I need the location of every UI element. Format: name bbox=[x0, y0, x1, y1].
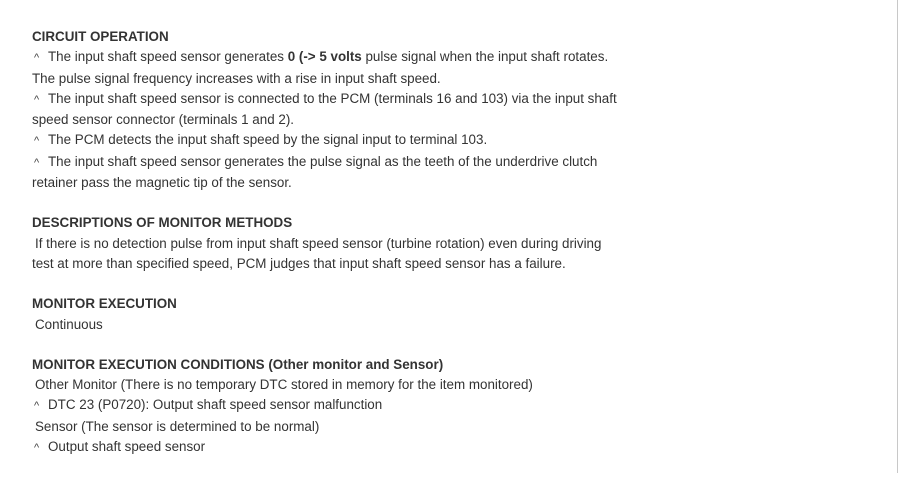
text-line: If there is no detection pulse from input shaft speed sensor (turbine rotation) even during driving bbox=[35, 235, 602, 251]
bullet-caret: ^ bbox=[34, 135, 40, 148]
bullet-line bbox=[32, 89, 882, 110]
text-line: Sensor (The sensor is determined to be normal) bbox=[35, 418, 320, 434]
text-line: The pulse signal frequency increases with a rise in input shaft speed. bbox=[32, 70, 441, 86]
heading-circuit-operation: CIRCUIT OPERATION bbox=[32, 29, 169, 44]
text-line: speed sensor connector (terminals 1 and 2). bbox=[32, 112, 295, 128]
bullet-line bbox=[32, 437, 882, 458]
text-segment: Output shaft speed sensor bbox=[48, 439, 206, 455]
text-segment: pulse signal when the input shaft rotates. bbox=[361, 49, 609, 65]
bullet-caret: ^ bbox=[34, 52, 40, 65]
text-segment: The input shaft speed sensor generates the pulse signal as the teeth of the underdrive clutch bbox=[48, 153, 598, 169]
text-line: retainer pass the magnetic tip of the sensor. bbox=[32, 175, 292, 191]
bullet-line bbox=[32, 47, 882, 68]
text-segment: DTC 23 (P0720): Output shaft speed sensor malfunction bbox=[48, 397, 383, 413]
text-segment: The input shaft speed sensor is connected to the PCM (terminals 16 and 103) via the input shaft bbox=[48, 90, 617, 106]
heading-execution-conditions: MONITOR EXECUTION CONDITIONS (Other monitor and Sensor) bbox=[32, 356, 444, 372]
bullet-caret: ^ bbox=[34, 156, 40, 169]
bullet-caret: ^ bbox=[34, 400, 40, 413]
bullet-caret: ^ bbox=[34, 442, 40, 455]
section-monitor-methods bbox=[32, 213, 882, 274]
bullet-line bbox=[32, 130, 882, 151]
section-execution-conditions bbox=[32, 355, 882, 458]
monitor-execution-value: Continuous bbox=[35, 316, 103, 332]
section-circuit-operation bbox=[32, 27, 882, 193]
section-monitor-execution bbox=[32, 294, 882, 335]
text-line: Other Monitor (There is no temporary DTC stored in memory for the item monitored) bbox=[35, 377, 533, 393]
text-line: test at more than specified speed, PCM judges that input shaft speed sensor has a failure. bbox=[32, 255, 566, 271]
text-segment: The input shaft speed sensor generates bbox=[48, 49, 288, 65]
heading-monitor-methods: DESCRIPTIONS OF MONITOR METHODS bbox=[32, 215, 293, 231]
bullet-caret: ^ bbox=[34, 93, 40, 106]
document-body bbox=[32, 27, 882, 478]
voltage-emphasis: 0 (-> 5 volts bbox=[287, 49, 362, 65]
bullet-line bbox=[32, 395, 882, 416]
heading-monitor-execution: MONITOR EXECUTION bbox=[32, 296, 177, 312]
bullet-line bbox=[32, 152, 882, 173]
text-segment: The PCM detects the input shaft speed by the signal input to terminal 103. bbox=[48, 132, 488, 148]
